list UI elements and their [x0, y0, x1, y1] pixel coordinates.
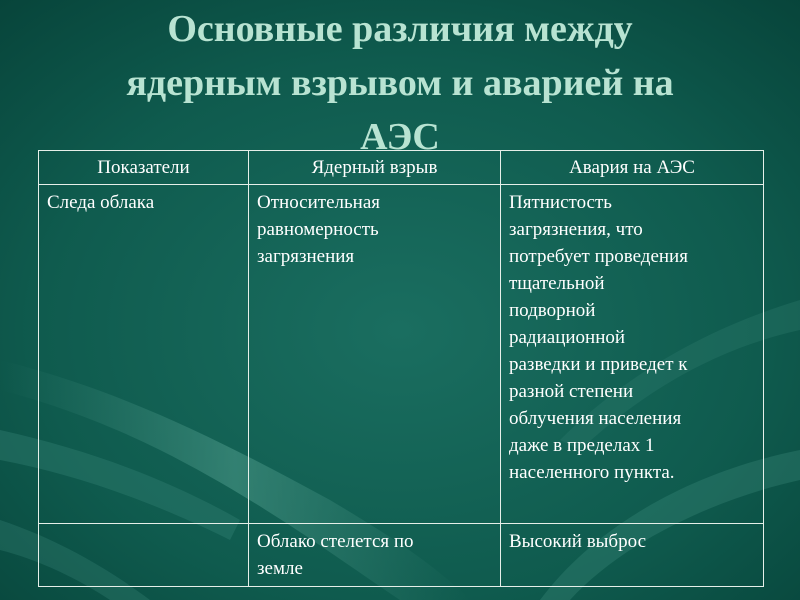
- header-nuclear-explosion: Ядерный взрыв: [249, 151, 501, 185]
- cell-npp-accident: Высокий выброс: [501, 524, 764, 587]
- cell-nuclear-explosion: Относительная равномерность загрязнения: [249, 185, 501, 524]
- title-line-2: ядерным взрывом и аварией на: [126, 62, 674, 104]
- comparison-table: [38, 150, 764, 587]
- cell-indicator: [39, 524, 249, 587]
- table-header-row: [39, 151, 764, 185]
- cell-nuclear-explosion: Облако стелется по земле: [249, 524, 501, 587]
- header-npp-accident: Авария на АЭС: [501, 151, 764, 185]
- cell-indicator: Следа облака: [39, 185, 249, 524]
- table-row: [39, 185, 764, 524]
- title-line-3: АЭС: [360, 116, 440, 158]
- header-indicators: Показатели: [39, 151, 249, 185]
- cell-npp-accident: Пятнистость загрязнения, что потребует проведения тщательной подворной радиационной разведки и приведет к разной степени облучения населения даже в пределах 1 населенного пункта.: [501, 185, 764, 524]
- slide-title: [0, 2, 800, 164]
- table-row: [39, 524, 764, 587]
- title-line-1: Основные различия между: [167, 8, 633, 50]
